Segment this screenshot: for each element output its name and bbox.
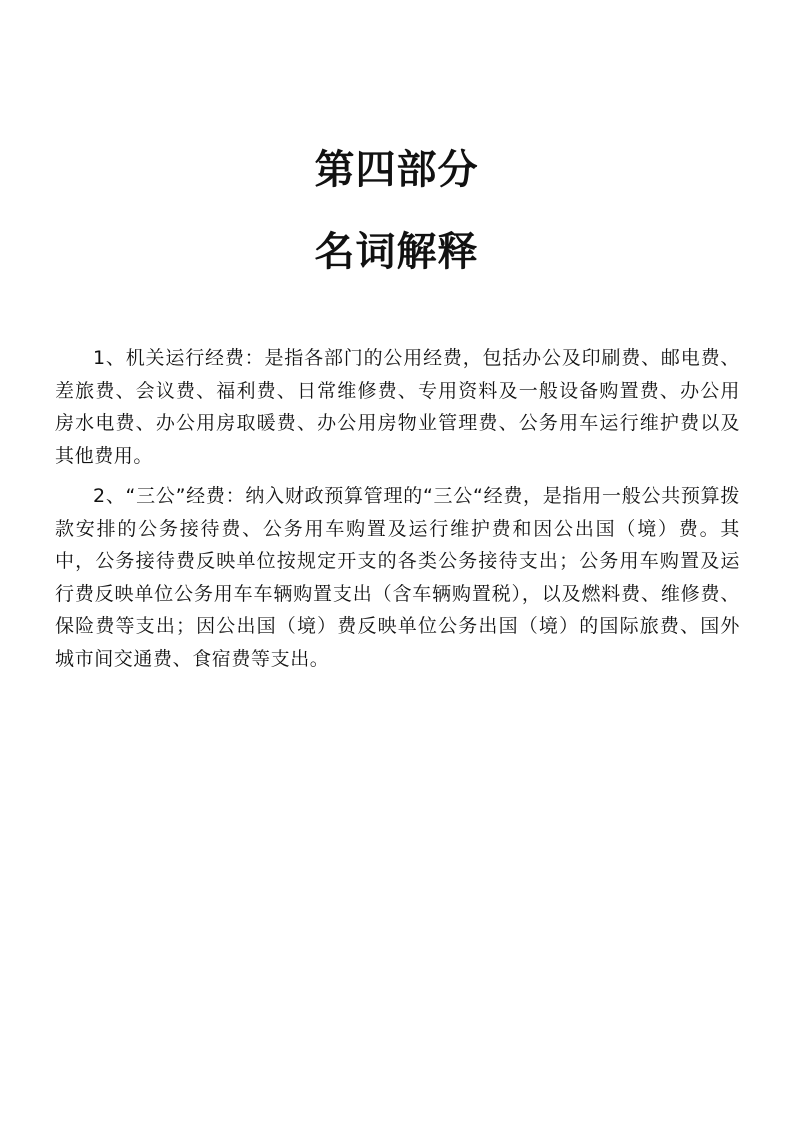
definition-paragraph-operating-expenses: 1、机关运行经费：是指各部门的公用经费，包括办公及印刷费、邮电费、差旅费、会议费、福利费、日常维修费、专用资料及一般设备购置费、办公用房水电费、办公用房取暖费、办公用房物业管理费、公务用车运行维护费以及其他费用。 [55, 347, 740, 467]
section-title: 名词解释 [314, 228, 479, 275]
section-number-title: 第四部分 [314, 146, 479, 193]
definition-paragraph-three-public-expenses: 2、“三公”经费：纳入财政预算管理的“三公“经费，是指用一般公共预算拨款安排的公务接待费、公务用车购置及运行维护费和因公出国（境）费。其中，公务接待费反映单位按规定开支的各类公务接待支出；公务用车购置及运行费反映单位公务用车车辆购置支出（含车辆购置税），以及燃料费、维修费、保险费等支出；因公出国（境）费反映单位公务出国（境）的国际旅费、国外城市间交通费、食宿费等支出。 [55, 485, 740, 670]
document-body [55, 342, 740, 683]
section-heading [0, 140, 793, 282]
